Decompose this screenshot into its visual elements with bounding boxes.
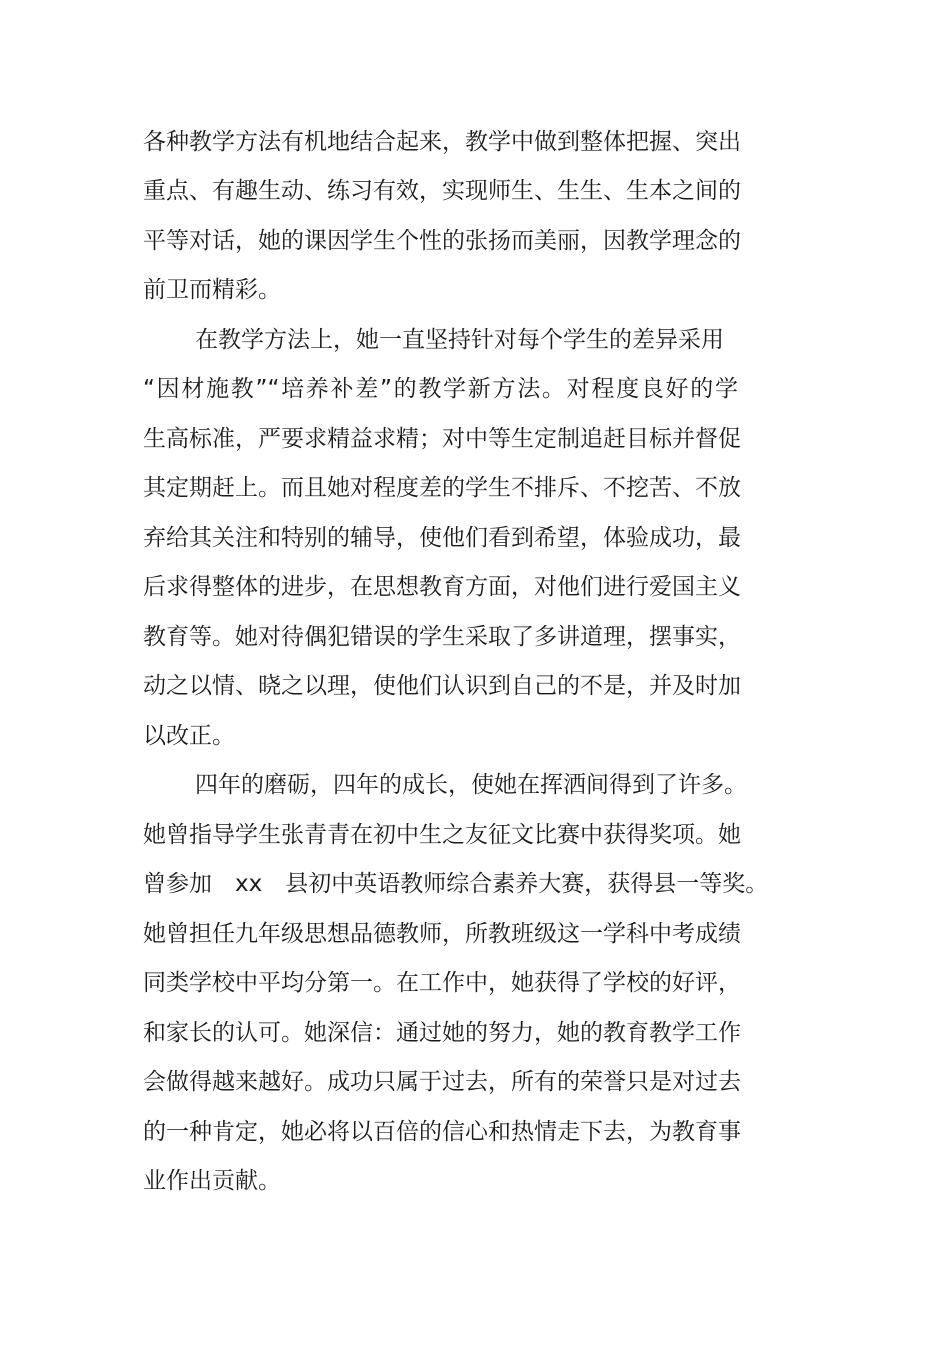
text-line: 教育等。她对待偶犯错误的学生采取了多讲道理，摆事实， bbox=[143, 624, 741, 650]
text-line: 曾参加 xx 县初中英语教师综合素养大赛，获得县一等奖。 bbox=[143, 871, 769, 897]
text-line: 同类学校中平均分第一。在工作中，她获得了学校的好评， bbox=[143, 970, 741, 996]
text-line: 各种教学方法有机地结合起来，教学中做到整体把握、突出 bbox=[143, 129, 741, 155]
text-line: 和家长的认可。她深信：通过她的努力，她的教育教学工作 bbox=[143, 1020, 741, 1046]
text-line: 动之以情、晓之以理，使他们认识到自己的不是，并及时加 bbox=[143, 673, 741, 699]
text-line: 业作出贡献。 bbox=[143, 1168, 281, 1194]
text-line: 弃给其关注和特别的辅导，使他们看到希望，体验成功，最 bbox=[143, 525, 741, 551]
text-line: “因材施教”“培养补差”的教学新方法。对程度良好的学 bbox=[143, 376, 738, 402]
text-line: 重点、有趣生动、练习有效，实现师生、生生、生本之间的 bbox=[143, 178, 741, 204]
text-line: 生高标准，严要求精益求精；对中等生定制追赶目标并督促 bbox=[143, 426, 741, 452]
text-line: 她曾指导学生张青青在初中生之友征文比赛中获得奖项。她 bbox=[143, 822, 741, 848]
text-line: 后求得整体的进步，在思想教育方面，对他们进行爱国主义 bbox=[143, 574, 741, 600]
text-line: 前卫而精彩。 bbox=[143, 277, 281, 303]
text-line: 的一种肯定，她必将以百倍的信心和热情走下去，为教育事 bbox=[143, 1119, 741, 1145]
text-line: 她曾担任九年级思想品德教师，所教班级这一学科中考成绩 bbox=[143, 921, 741, 947]
text-line: 以改正。 bbox=[143, 723, 235, 749]
text-line: 其定期赶上。而且她对程度差的学生不排斥、不挖苦、不放 bbox=[143, 475, 741, 501]
text-line: 会做得越来越好。成功只属于过去，所有的荣誉只是对过去 bbox=[143, 1069, 741, 1095]
text-line: 在教学方法上，她一直坚持针对每个学生的差异采用 bbox=[195, 327, 724, 353]
text-line: 四年的磨砺，四年的成长，使她在挥洒间得到了许多。 bbox=[195, 772, 747, 798]
text-line: 平等对话，她的课因学生个性的张扬而美丽，因教学理念的 bbox=[143, 228, 741, 254]
